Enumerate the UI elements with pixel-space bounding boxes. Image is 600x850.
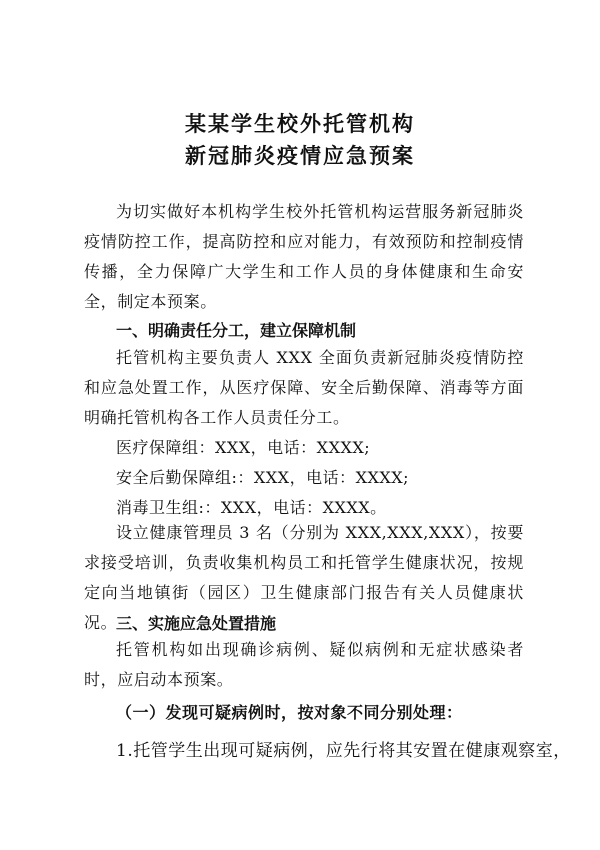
section1-heading: 一、明确责任分工，建立保障机制 — [116, 321, 357, 340]
title-line-1: 某某学生校外托管机构 — [185, 112, 415, 136]
disinfection-group-line: 消毒卫生组:：XXX，电话：XXXX。 — [116, 498, 387, 517]
logistics-group-line: 安全后勤保障组:：XXX，电话：XXXX; — [116, 468, 410, 487]
section3-paragraph: 托管机构如出现确诊病例、疑似病例和无症状感染者时，应启动本预案。 — [84, 640, 524, 689]
section1-paragraph: 托管机构主要负责人 XXX 全面负责新冠肺炎疫情防控和应急处置工作，从医疗保障、安全后勤保障、消毒等方面明确托管机构各工作人员责任分工。 — [84, 348, 524, 427]
section3-heading: 三、实施应急处置措施 — [116, 614, 277, 633]
subsection1-heading: （一）发现可疑病例时，按对象不同分别处理： — [116, 703, 463, 722]
intro-paragraph: 为切实做好本机构学生校外托管机构运营服务新冠肺炎疫情防控工作，提高防控和应对能力，有效预防和控制疫情传播，全力保障广大学生和工作人员的身体健康和生命安全，制定本预案。 — [84, 202, 524, 311]
health-manager-paragraph: 设立健康管理员 3 名（分别为 XXX,XXX,XXX），按要求接受培训，负责收集机构员工和托管学生健康状况，按规定向当地镇街（园区）卫生健康部门报告有关人员健康状况。 — [84, 523, 524, 632]
medical-group-line: 医疗保障组：XXX，电话：XXXX; — [116, 438, 371, 457]
title-line-2: 新冠肺炎疫情应急预案 — [185, 144, 415, 168]
item1-line: 1.托管学生出现可疑病例，应先行将其安置在健康观察室， — [116, 741, 571, 761]
